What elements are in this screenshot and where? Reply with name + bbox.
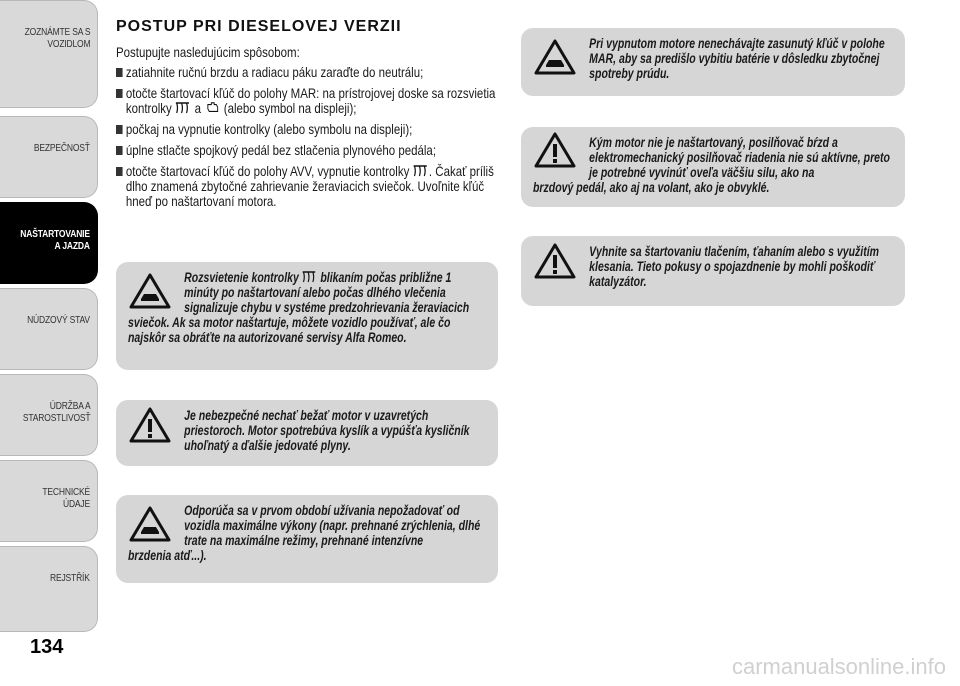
checkbox-bullet-icon (116, 146, 123, 155)
section-title: POSTUP PRI DIESELOVEJ VERZII (116, 18, 402, 35)
tab-technical-data[interactable]: TECHNICKÉ ÚDAJE (0, 460, 98, 542)
checkbox-bullet-icon (116, 68, 123, 77)
tab-index[interactable]: REJSTŘÍK (0, 546, 98, 632)
list-item: úplne stlačte spojkový pedál bez stlačenia plynového pedála; (116, 143, 498, 158)
page-number: 134 (30, 636, 64, 658)
note-break-in-period: Odporúča sa v prvom období užívania nepožadovať od vozidla maximálne výkony (napr. prehnané zrýchlenia, dlhé trate na maximálne režimy, prehnané intenzívne brzdenia atď...). (116, 495, 498, 583)
tab-introduction[interactable]: ZOZNÁMTE SA S VOZIDLOM (0, 0, 98, 108)
glow-plug-icon (413, 165, 429, 177)
step-list (116, 65, 498, 209)
engine-fault-icon (204, 102, 220, 114)
checkbox-bullet-icon (116, 125, 123, 134)
list-item: počkaj na vypnutie kontrolky (alebo symbolu na displeji); (116, 122, 498, 137)
intro-text: Postupujte nasledujúcim spôsobom: (116, 44, 300, 60)
tab-emergency[interactable]: NÚDZOVÝ STAV (0, 288, 98, 370)
tab-starting-driving[interactable]: NAŠTARTOVANIE A JAZDA (0, 202, 98, 284)
note-exhaust-danger: Je nebezpečné nechať bežať motor v uzavretých priestoroch. Motor spotrebúva kyslík a vypúšťa kysličník uhoľnatý a ďalšie jedovaté plyny. (116, 400, 498, 466)
tab-safety[interactable]: BEZPEČNOSŤ (0, 116, 98, 198)
checkbox-bullet-icon (116, 167, 123, 176)
list-item: otočte štartovací kľúč do polohy MAR: na prístrojovej doske sa rozsvietia kontrolky a (alebo symbol na displeji); (116, 86, 498, 116)
tab-maintenance[interactable]: ÚDRŽBA A STAROSTLIVOSŤ (0, 374, 98, 456)
watermark: carmanualsonline.info (731, 654, 946, 679)
glow-plug-icon (302, 271, 318, 283)
procedure-section (116, 18, 498, 215)
note-brake-steering-assist: Kým motor nie je naštartovaný, posilňovač bŕzd a elektromechanický posilňovač riadenia nie sú aktívne, preto je potrebné vyvinúť oveľa väčšiu silu, ako na brzdový pedál, ako aj na volant, ako je obvyklé. (521, 127, 905, 207)
note-key-in-mar: Pri vypnutom motore nenechávajte zasunutý kľúč v polohe MAR, aby sa predišlo vybitiu batérie v dôsledku zbytočnej spotreby prúdu. (521, 28, 905, 96)
checkbox-bullet-icon (116, 89, 123, 98)
chapter-sidebar (0, 0, 100, 640)
glow-plug-icon (175, 102, 191, 114)
note-glow-plug-warning: Rozsvietenie kontrolky blikaním počas približne 1 minúty po naštartovaní alebo počas dlhého vlečenia signalizuje chybu v systéme predzohrievania žeraviacich sviečok. Ak sa motor naštartuje, môžete vozidlo používať, ale čo najskôr sa obráťte na autorizované servisy Alfa Romeo. (116, 262, 498, 370)
note-push-start: Vyhnite sa štartovaniu tlačením, ťahaním alebo s využitím klesania. Tieto pokusy o spojazdnenie by mohli poškodiť katalyzátor. (521, 236, 905, 306)
list-item: zatiahnite ručnú brzdu a radiacu páku zaraďte do neutrálu; (116, 65, 498, 80)
list-item: otočte štartovací kľúč do polohy AVV, vypnutie kontrolky . Čakať príliš dlho znamená zbytočné zahrievanie žeraviacich sviečok. Uvoľnite kľúč hneď po naštartovaní motora. (116, 164, 498, 209)
